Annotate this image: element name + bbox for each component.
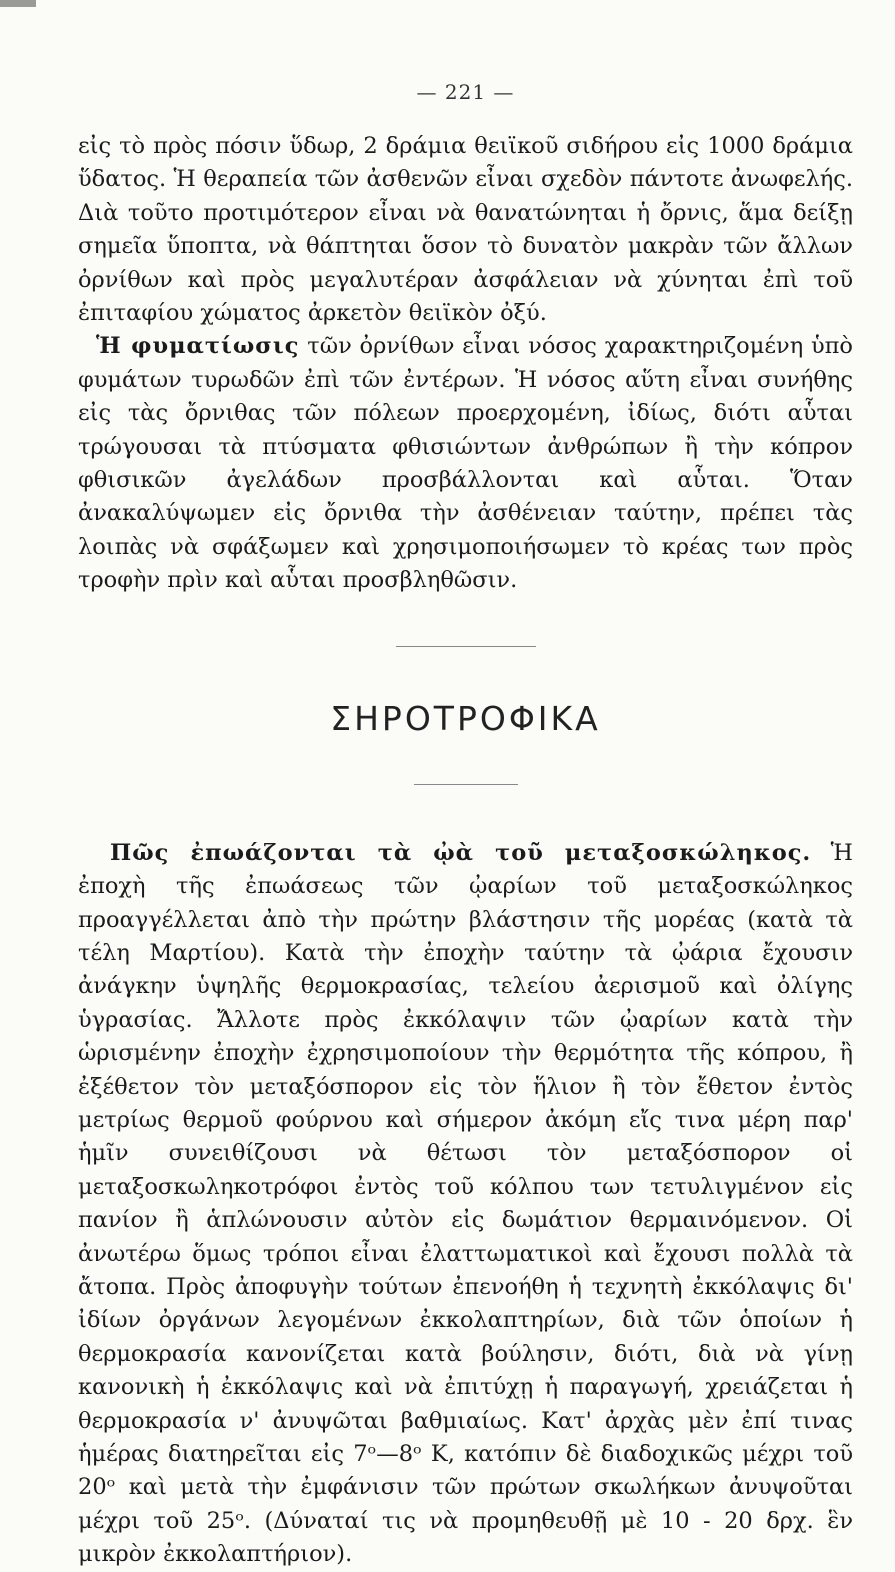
paragraph-treatment: εἰς τὸ πρὸς πόσιν ὕδωρ, 2 δράμια θειϊκοῦ σιδήρου εἰς 1000 δράμια ὕδατος. Ἡ θεραπεία τῶν ἀσθενῶν εἶναι σχεδὸν πάντοτε ἀνωφελής. Διὰ τοῦτο προτιμότερον εἶναι νὰ θανατώνηται ἡ ὄρνις, ἅμα δείξῃ σημεῖα ὕποπτα, νὰ θάπτηται ὅσον τὸ δυνατὸν μακρὰν τῶν ἄλλων ὀρνίθων καὶ πρὸς μεγαλυτέραν ἀσφάλειαν νὰ χύνηται ἐπὶ τοῦ ἐπιταφίου χώματος ἀρκετὸν θειϊκὸν ὀξύ. xyxy=(78,133,853,327)
section-title: ΣΗΡΟΤΡΟΦΙΚΑ xyxy=(330,698,601,738)
page-number: — 221 — xyxy=(416,80,515,104)
paragraph-body-tuberculosis: τῶν ὀρνίθων εἶναι νόσος χαρακτηριζομένη ὑπὸ φυμάτων τυρωδῶν ἐπὶ τῶν ἐντέρων. Ἡ νόσος αὕτη εἶναι συνήθης εἰς τὰς ὄρνιθας τῶν πόλεων προερχομένη, ἰδίως, διότι αὗται τρώγουσαι τὰ πτύσματα φθισιώντων ἀνθρώπων ἢ τὴν κόπρον φθισικῶν ἀγελάδων προσβάλλονται καὶ αὗται. Ὅταν ἀνακαλύψωμεν εἰς ὄρνιθα τὴν ἀσθένειαν ταύτην, πρέπει τὰς λοιπὰς νὰ σφάξωμεν καὶ χρησιμοποιήσωμεν τὸ κρέας των πρὸς τροφὴν πρὶν καὶ αὗται προσβληθῶσιν. xyxy=(78,333,853,594)
divider-line xyxy=(414,784,518,785)
paragraph-body-silkworm: Ἡ ἐποχὴ τῆς ἐπωάσεως τῶν ᾠαρίων τοῦ μεταξοσκώληκος προαγγέλλεται ἀπὸ τὴν πρώτην βλάστησιν τῆς μορέας (κατὰ τὰ τέλη Μαρτίου). Κατὰ τὴν ἐποχὴν ταύτην τὰ ᾠάρια ἔχουσιν ἀνάγκην ὑψηλῆς θερμοκρασίας, τελείου ἀερισμοῦ καὶ ὀλίγης ὑγρασίας. Ἄλλοτε πρὸς ἐκκόλαψιν τῶν ᾠαρίων κατὰ τὴν ὡρισμένην ἐποχὴν ἐχρησιμοποίουν τὴν θερμότητα τῆς κόπρου, ἢ ἐξέθετον τὸν μεταξόσπορον εἰς τὸν ἥλιον ἢ τὸν ἔθετον ἐντὸς μετρίως θερμοῦ φούρνου καὶ σήμερον ἀκόμη εἴς τινα μέρη παρ' ἡμῖν συνειθίζουσι νὰ θέτωσι τὸν μεταξόσπορον οἱ μεταξοσκωληκοτρόφοι ἐντὸς τοῦ κόλπου των τετυλιγμένον εἰς πανίον ἢ ἁπλώνουσιν αὐτὸν εἰς δωμάτιον θερμαινόμενον. Οἱ ἀνωτέρω ὅμως τρόποι εἶναι ἐλαττωματικοὶ καὶ ἔχουσι πολλὰ τὰ ἄτοπα. Πρὸς ἀποφυγὴν τούτων ἐπενοήθη ἡ τεχνητὴ ἐκκόλαψις δι' ἰδίων ὀργάνων λεγομένων ἐκκολαπτηρίων, διὰ τῶν ὁποίων ἡ θερμοκρασία κανονίζεται κατὰ βούλησιν, διότι, διὰ νὰ γίνῃ κανονικὴ ἡ ἐκκόλαψις καὶ νὰ ἐπιτύχῃ ἡ παραγωγή, χρειάζεται ἡ θερμοκρασία ν' ἀνυψῶται βαθμιαίως. Κατ' ἀρχὰς μὲν ἐπί τινας ἡμέρας διατηρεῖται εἰς 7ᵒ—8ᵒ Κ, κατόπιν δὲ διαδοχικῶς μέχρι τοῦ 20ᵒ καὶ μετὰ τὴν ἐμφάνισιν τῶν πρώτων σκωλήκων ἀνυψοῦται μέχρι τοῦ 25ᵒ. (Δύναταί τις νὰ προμηθευθῇ μὲ 10 - 20 δρχ. ἓν μικρὸν ἐκκολαπτήριον). xyxy=(78,839,853,1568)
paragraph-silkworm xyxy=(78,837,853,1572)
paragraph-lead-silkworm: Πῶς ἐπωάζονται τὰ ᾠὰ τοῦ μεταξοσκώληκος. xyxy=(110,839,812,866)
paragraph-lead-tuberculosis: Ἡ φυματίωσις xyxy=(96,333,300,360)
divider-line xyxy=(396,646,536,647)
scan-edge-mark xyxy=(0,0,36,7)
book-page xyxy=(78,80,853,1572)
paragraph-tuberculosis xyxy=(78,330,853,597)
